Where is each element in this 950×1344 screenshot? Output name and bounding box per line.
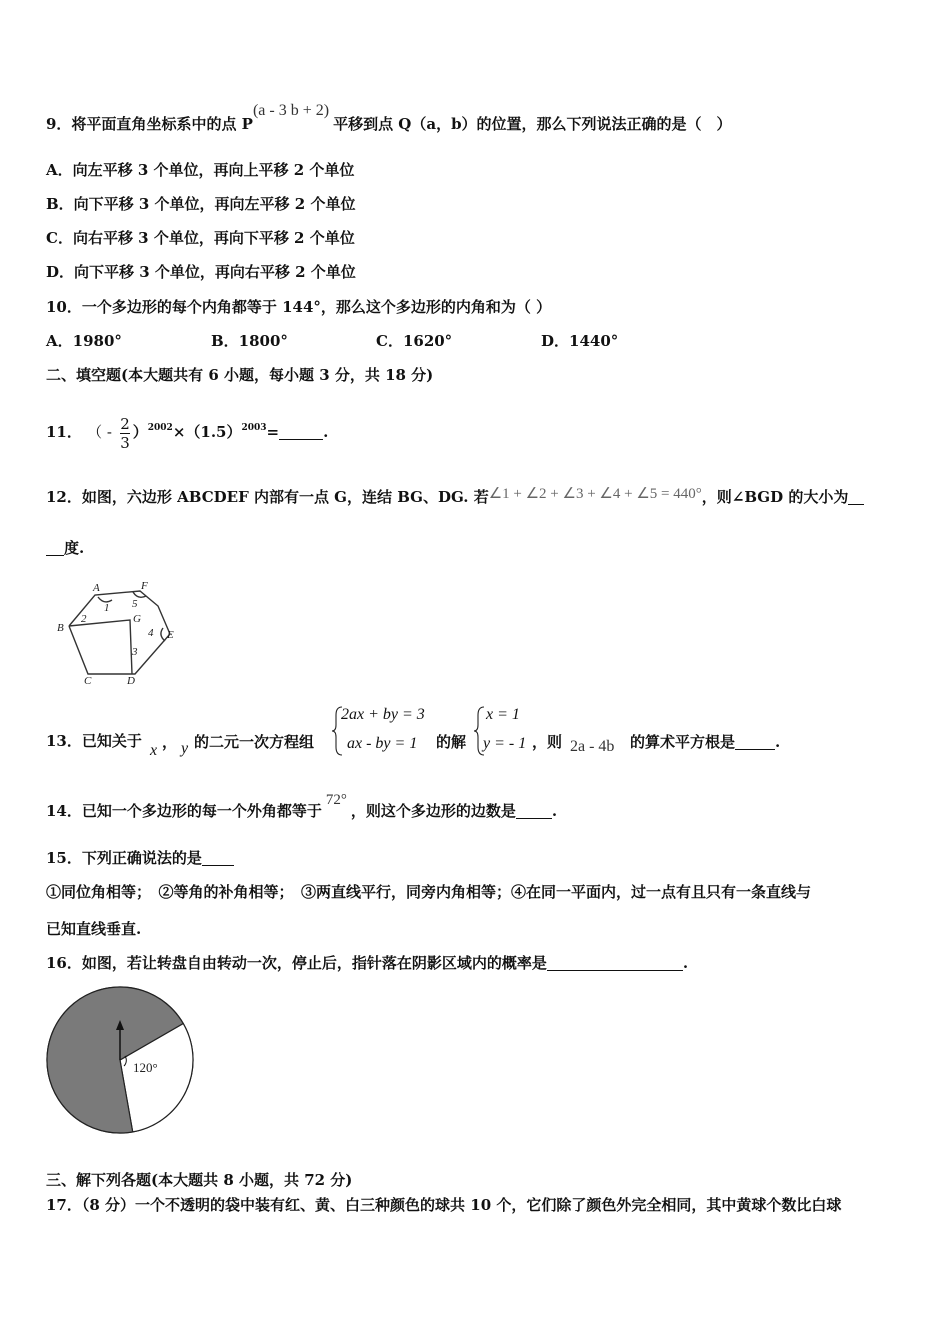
q16-answer-blank[interactable] bbox=[547, 956, 683, 971]
q13-then: ，则 bbox=[532, 733, 563, 751]
q12-stem-text: 12．如图，六边形 ABCDEF 内部有一点 G，连结 BG、DG. 若 bbox=[46, 488, 489, 506]
q13-answer-blank[interactable] bbox=[735, 735, 775, 750]
q15-line-1: ①同位角相等； ②等角的补角相等； ③两直线平行，同旁内角相等；④在同一平面内，过一点有且只有一条直线与 bbox=[46, 883, 812, 901]
q10-option-b: B．1800° bbox=[211, 332, 288, 350]
q10-option-c: C．1620° bbox=[376, 332, 453, 350]
label-g: G bbox=[133, 613, 141, 625]
q11-exponent-1: 2002 bbox=[147, 423, 173, 433]
q16-stem-text: 16．如图，若让转盘自由转动一次，停止后，指针落在阴影区域内的概率是 bbox=[46, 954, 547, 972]
angle-4-arc bbox=[161, 628, 165, 641]
q12-unit: 度. bbox=[64, 539, 85, 557]
q9-suffix: 平移到点 Q（a，b）的位置，那么下列说法正确的是（ ） bbox=[333, 115, 732, 133]
q13-var-x: x bbox=[150, 742, 158, 759]
q9-option-c: C．向右平移 3 个单位，再向下平移 2 个单位 bbox=[46, 229, 355, 247]
q11-fraction bbox=[120, 415, 130, 452]
q13-equation-1: 2ax + by = 3 bbox=[341, 706, 425, 723]
q11-frac-denominator: 3 bbox=[120, 434, 130, 452]
spinner-figure bbox=[44, 984, 198, 1136]
q15-line-2: 已知直线垂直. bbox=[46, 920, 142, 938]
label-1: 1 bbox=[104, 602, 110, 614]
q11-exponent-2: 2003 bbox=[241, 423, 267, 433]
q9-option-d: D．向下平移 3 个单位，再向右平移 2 个单位 bbox=[46, 263, 356, 281]
q12-unit-line bbox=[46, 538, 84, 558]
q13-expression: 2a - 4b bbox=[570, 738, 615, 755]
q9-option-a: A．向左平移 3 个单位，再向上平移 2 个单位 bbox=[46, 161, 355, 179]
q11-mid: ×（1.5） bbox=[172, 423, 242, 441]
q14-angle: 72° bbox=[325, 792, 347, 808]
q12-stem bbox=[46, 487, 864, 508]
q11-answer-blank[interactable] bbox=[279, 425, 323, 440]
q10-stem: 10．一个多边形的每个内角都等于 144°，那么这个多边形的内角和为（ ） bbox=[46, 298, 552, 316]
section-2-heading: 二、填空题(本大题共有 6 小题，每小题 3 分，共 18 分) bbox=[46, 366, 434, 384]
q13-stem-prefix bbox=[46, 731, 142, 751]
label-f: F bbox=[141, 580, 148, 592]
q9-stem bbox=[46, 102, 732, 135]
q14-stem: 14．已知一个多边形的每一个外角都等于72°，则这个多边形的边数是 . bbox=[46, 792, 558, 820]
label-b: B bbox=[57, 622, 64, 634]
q13-var-y: y bbox=[181, 740, 189, 757]
q11-number: 11． bbox=[46, 423, 82, 441]
q15-answer-blank[interactable] bbox=[202, 851, 234, 866]
q13-suffix-line: 的算术平方根是 . bbox=[630, 733, 781, 751]
q11-frac-numerator: 2 bbox=[120, 415, 130, 433]
q17-stem: 17．（8 分）一个不透明的袋中装有红、黄、白三种颜色的球共 10 个，它们除了颜色外完全相同，其中黄球个数比白球 bbox=[46, 1196, 842, 1214]
q13-prefix: 13．已知关于 bbox=[46, 732, 142, 750]
q15-stem-text: 15．下列正确说法的是 bbox=[46, 849, 202, 867]
hexagon-outline bbox=[69, 591, 170, 674]
q15-stem bbox=[46, 848, 234, 868]
label-c: C bbox=[84, 675, 92, 687]
q11-equals: = bbox=[266, 423, 280, 441]
q13-mid: 的二元一次方程组 bbox=[194, 733, 315, 751]
spinner-angle-label: 120° bbox=[133, 1060, 158, 1075]
q9-point-math: (a - 3 b + 2) bbox=[252, 102, 330, 119]
q10-option-a: A．1980° bbox=[46, 332, 122, 350]
q9-prefix: 9．将平面直角坐标系中的点 P bbox=[46, 115, 253, 133]
label-4: 4 bbox=[148, 627, 154, 639]
q13-sol-text: 的解 bbox=[436, 733, 467, 751]
hexagon-figure bbox=[52, 578, 187, 688]
q14-answer-blank[interactable] bbox=[516, 804, 552, 819]
q11-open: （ - bbox=[87, 423, 112, 441]
segment-bg-gd bbox=[69, 620, 132, 674]
q13-solution-x: x = 1 bbox=[486, 706, 520, 723]
q13-solution-y: y = - 1 bbox=[483, 735, 527, 752]
q9-option-b: B．向下平移 3 个单位，再向左平移 2 个单位 bbox=[46, 195, 356, 213]
q16-stem: 16．如图，若让转盘自由转动一次，停止后，指针落在阴影区域内的概率是 . bbox=[46, 954, 689, 972]
label-5: 5 bbox=[132, 598, 138, 610]
q13-comma: ， bbox=[162, 733, 178, 751]
q12-after: ，则∠BGD 的大小为 bbox=[701, 488, 849, 506]
q14-prefix: 14．已知一个多边形的每一个外角都等于 bbox=[46, 802, 322, 820]
label-2: 2 bbox=[81, 613, 87, 625]
q12-answer-blank-1[interactable] bbox=[848, 490, 864, 505]
q14-suffix: ，则这个多边形的边数是 bbox=[350, 802, 516, 820]
section-3-heading: 三、解下列各题(本大题共 8 小题，共 72 分) bbox=[46, 1171, 353, 1189]
label-a: A bbox=[93, 582, 100, 594]
q12-answer-blank-2[interactable] bbox=[46, 541, 64, 556]
label-e: E bbox=[167, 629, 174, 641]
q11-close: ） bbox=[132, 423, 148, 441]
q11-stem: 11． （ - $\frac{2}{3}$ ）$^{2002}\times(1.5)^{2003}=$ . bbox=[46, 415, 329, 452]
label-d: D bbox=[127, 675, 135, 687]
q10-option-d: D．1440° bbox=[541, 332, 619, 350]
q13-equation-2: ax - by = 1 bbox=[347, 735, 418, 752]
q13-suffix: 的算术平方根是 bbox=[630, 733, 736, 751]
label-3: 3 bbox=[132, 646, 138, 658]
q12-angle-sum: ∠1 + ∠2 + ∠3 + ∠4 + ∠5 = 440° bbox=[488, 486, 702, 502]
